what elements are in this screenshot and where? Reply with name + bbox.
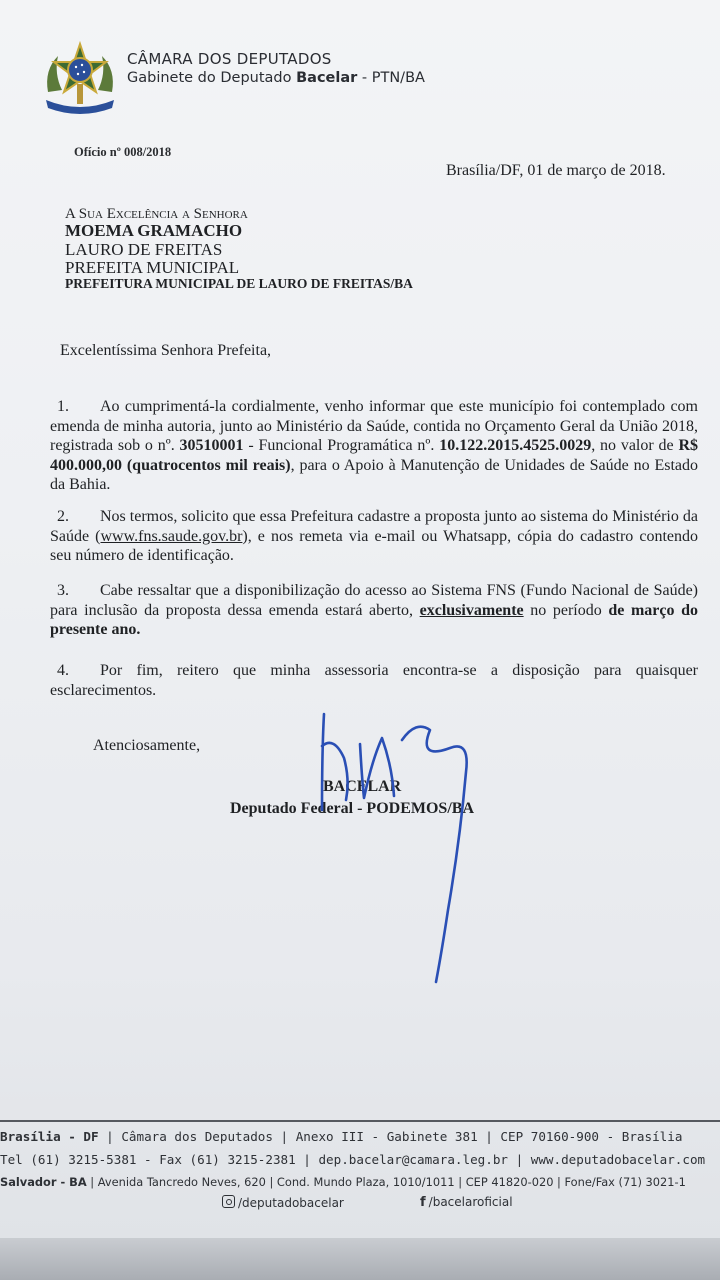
chamber-name: CÂMARA DOS DEPUTADOS [127,50,332,68]
paragraph-1: 1. Ao cumprimentá-la cordialmente, venho informar que este município foi contemplado com emenda de minha autoria, junto ao Ministério da Saúde, contida no Orçamento Geral da União 2018, registrada sob o nº. 30510001 - Funcional Programática nº. 10.122.2015.4525.0029, no valor de R$ 400.000,00 (quatrocentos mil reais), para o Apoio à Manutenção de Unidades de Saúde no Estado da Bahia. [50,398,699,494]
letter-date: Brasília/DF, 01 de março de 2018. [446,162,666,179]
handwritten-signature [300,700,540,1000]
footer-brasilia: Brasília - DF | Câmara dos Deputados | Anexo III - Gabinete 381 | CEP 70160-900 - Brasília [0,1129,683,1144]
instagram-handle[interactable]: /deputadobacelar [222,1195,344,1210]
paper-fold-shadow [0,1238,720,1280]
instagram-icon [222,1195,235,1208]
paragraph-3: 3. Cabe ressaltar que a disponibilização do acesso ao Sistema FNS (Fundo Nacional de Saúde) para inclusão da proposta dessa emenda estará aberto, exclusivamente no período de março do presente ano. [50,582,698,639]
addressee-block [65,206,413,292]
footer-salvador: Salvador - BA | Avenida Tancredo Neves, 620 | Cond. Mundo Plaza, 1010/1011 | CEP 41820-020 | Fone/Fax (71) 3021-1 [0,1175,686,1189]
footer-contacts: Tel (61) 3215-5381 - Fax (61) 3215-2381 | dep.bacelar@camara.leg.br | www.deputadobacelar.com [0,1152,706,1167]
signatory-title: Deputado Federal - PODEMOS/BA [230,800,474,817]
greeting: Excelentíssima Senhora Prefeita, [60,342,272,359]
brazil-coat-of-arms-icon [40,40,120,122]
footer-divider [0,1120,720,1122]
addressee-city: LAURO DE FREITAS [65,239,223,259]
signatory-name: BACELAR [323,778,402,795]
paragraph-2: 2. Nos termos, solicito que essa Prefeitura cadastre a proposta junto ao sistema do Ministério da Saúde (www.fns.saude.gov.br), e nos remeta via e-mail ou Whatsapp, cópia do cadastro contendo seu número de identificação. [50,508,698,565]
addressee-salutation: A Sua Excelência a Senhora [65,206,248,222]
addressee-role: PREFEITA MUNICIPAL [65,257,240,277]
facebook-icon: f [420,1195,426,1210]
letter-number: Ofício nº 008/2018 [74,145,172,159]
deputy-name: Bacelar [296,70,358,86]
facebook-handle[interactable]: f /bacelaroficial [420,1195,513,1210]
office-name: Gabinete do Deputado Bacelar - PTN/BA [127,70,425,86]
addressee-institution: PREFEITURA MUNICIPAL DE LAURO DE FREITAS/BA [65,276,413,292]
addressee-name: MOEMA GRAMACHO [65,221,243,241]
closing: Atenciosamente, [93,737,201,754]
fns-link[interactable]: www.fns.saude.gov.br [100,527,243,545]
paragraph-4: 4. Por fim, reitero que minha assessoria encontra-se a disposição para quaisquer esclarecimentos. [50,662,698,699]
